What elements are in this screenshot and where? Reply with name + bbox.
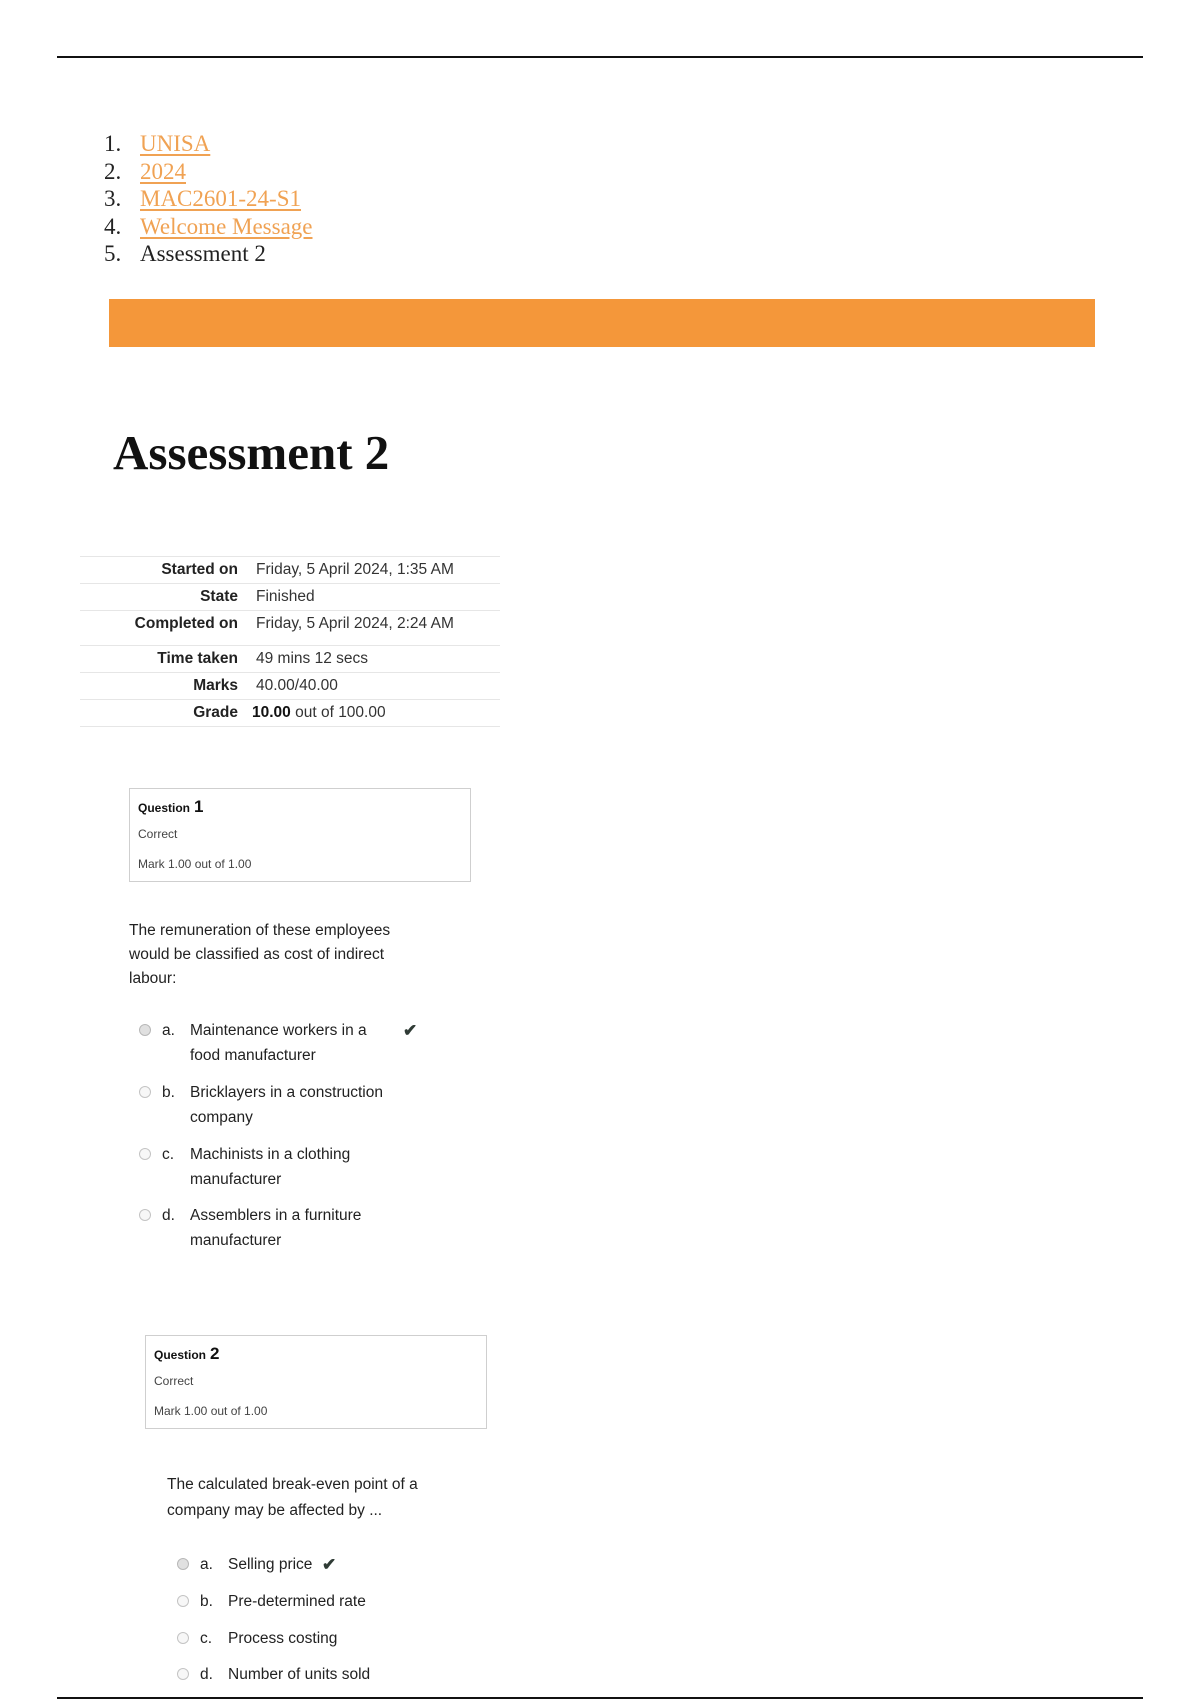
- question-grade: Mark 1.00 out of 1.00: [154, 1404, 268, 1418]
- breadcrumb-item-welcome: 4. Welcome Message: [104, 213, 313, 239]
- completed-value: Friday, 5 April 2024, 2:24 AM: [256, 615, 454, 632]
- summary-row-time: [80, 645, 500, 672]
- radio-button[interactable]: [177, 1632, 189, 1644]
- question-2-info: [145, 1335, 487, 1429]
- summary-row-state: [80, 583, 500, 610]
- question-state: Correct: [154, 1374, 194, 1388]
- time-taken-value: 49 mins 12 secs: [256, 650, 368, 667]
- radio-button-selected[interactable]: [177, 1558, 189, 1570]
- radio-button[interactable]: [177, 1668, 189, 1680]
- question-1-text: The remuneration of these employees would be classified as cost of indirect labour:: [129, 922, 391, 987]
- radio-button-selected[interactable]: [139, 1024, 151, 1036]
- breadcrumb-item-year: 2. 2024: [104, 158, 186, 184]
- radio-button[interactable]: [139, 1148, 151, 1160]
- attempt-summary-table: [80, 556, 500, 727]
- breadcrumb-item-unisa: 1. UNISA: [104, 131, 211, 156]
- started-value: Friday, 5 April 2024, 1:35 AM: [256, 561, 454, 578]
- summary-row-started: [80, 556, 500, 583]
- correct-check-icon: ✔: [403, 1021, 418, 1040]
- grade-label: Grade: [193, 704, 238, 721]
- completed-label: Completed on: [134, 615, 238, 632]
- breadcrumb-link-welcome[interactable]: Welcome Message: [140, 213, 313, 239]
- breadcrumb: [104, 130, 313, 268]
- question-grade: Mark 1.00 out of 1.00: [138, 857, 252, 871]
- radio-button[interactable]: [139, 1086, 151, 1098]
- top-rule: [57, 56, 1143, 58]
- marks-value: 40.00/40.00: [256, 677, 338, 694]
- breadcrumb-link-unisa[interactable]: UNISA: [140, 131, 211, 156]
- breadcrumb-current-page: Assessment 2: [140, 241, 266, 266]
- state-label: State: [200, 588, 238, 605]
- question-state: Correct: [138, 827, 178, 841]
- time-taken-label: Time taken: [157, 650, 238, 667]
- question-1-info: [129, 788, 471, 882]
- summary-row-marks: [80, 672, 500, 699]
- started-label: Started on: [161, 561, 238, 578]
- breadcrumb-item-course: 3. MAC2601-24-S1: [104, 186, 302, 211]
- question-2-text: The calculated break-even point of a company may be affected by ...: [167, 1476, 418, 1519]
- bottom-rule: [57, 1697, 1143, 1699]
- breadcrumb-link-year[interactable]: 2024: [140, 158, 186, 184]
- radio-button[interactable]: [139, 1209, 151, 1221]
- orange-banner: [109, 299, 1095, 347]
- summary-row-grade: [80, 699, 500, 727]
- breadcrumb-link-course[interactable]: MAC2601-24-S1: [140, 186, 302, 211]
- radio-button[interactable]: [177, 1595, 189, 1607]
- summary-row-completed: [80, 610, 500, 645]
- breadcrumb-item-current: 5. Assessment 2: [104, 241, 266, 266]
- state-value: Finished: [256, 588, 315, 605]
- marks-label: Marks: [193, 677, 238, 694]
- question-number: Question 1: [138, 797, 204, 816]
- page-title: Assessment 2: [113, 425, 390, 480]
- grade-value: 10.00 out of 100.00: [252, 704, 386, 721]
- correct-check-icon: ✔: [322, 1555, 337, 1574]
- question-number: Question 2: [154, 1344, 220, 1363]
